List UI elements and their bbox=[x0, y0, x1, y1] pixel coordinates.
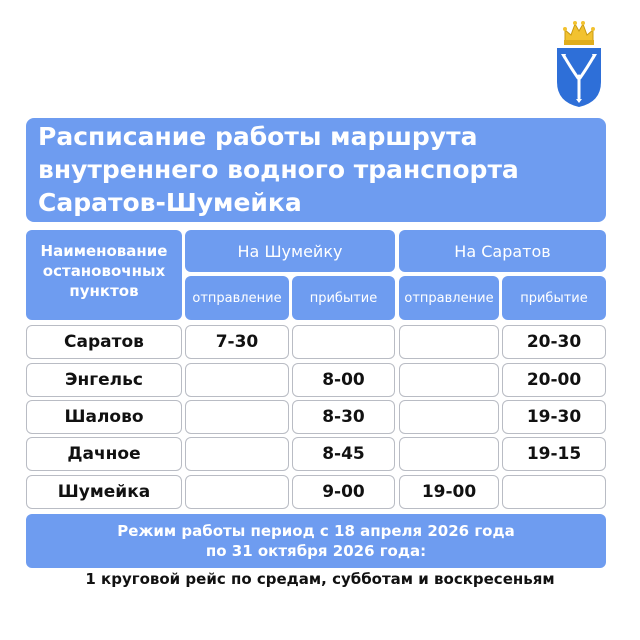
table-cell-shumeyka-departure bbox=[185, 475, 289, 509]
table-cell-shumeyka-arrival bbox=[292, 325, 395, 359]
table-cell-shumeyka-arrival: 8-45 bbox=[292, 437, 395, 471]
table-cell-saratov-arrival: 20-30 bbox=[502, 325, 606, 359]
table-row-stop-name: Шумейка bbox=[26, 475, 182, 509]
direction-header-saratov: На Саратов bbox=[399, 230, 606, 272]
title-line-2: внутреннего водного транспорта bbox=[38, 155, 519, 184]
table-cell-saratov-departure bbox=[399, 325, 499, 359]
title-line-1: Расписание работы маршрута bbox=[38, 122, 478, 151]
operating-period-banner bbox=[26, 514, 606, 568]
table-cell-saratov-arrival bbox=[502, 475, 606, 509]
stop-name-header bbox=[26, 230, 182, 320]
subheader-saratov-arrival: прибытие bbox=[502, 276, 606, 320]
subheader-saratov-departure: отправление bbox=[399, 276, 499, 320]
operating-period-line-1: Режим работы период с 18 апреля 2026 года bbox=[117, 522, 515, 540]
table-cell-saratov-departure bbox=[399, 437, 499, 471]
saratov-coat-of-arms-icon bbox=[553, 18, 605, 108]
page-title bbox=[26, 118, 606, 222]
table-cell-saratov-arrival: 19-30 bbox=[502, 400, 606, 434]
direction-header-shumeyka: На Шумейку bbox=[185, 230, 395, 272]
table-cell-saratov-arrival: 19-15 bbox=[502, 437, 606, 471]
table-cell-shumeyka-arrival: 8-00 bbox=[292, 363, 395, 397]
title-line-3: Саратов-Шумейка bbox=[38, 188, 302, 217]
table-cell-shumeyka-departure bbox=[185, 400, 289, 434]
stop-header-line-1: Наименование bbox=[40, 242, 168, 260]
table-cell-saratov-departure bbox=[399, 400, 499, 434]
table-cell-saratov-arrival: 20-00 bbox=[502, 363, 606, 397]
table-cell-shumeyka-departure: 7-30 bbox=[185, 325, 289, 359]
stop-header-line-3: пунктов bbox=[69, 282, 139, 300]
subheader-shumeyka-arrival: прибытие bbox=[292, 276, 395, 320]
table-cell-shumeyka-departure bbox=[185, 437, 289, 471]
table-cell-shumeyka-arrival: 8-30 bbox=[292, 400, 395, 434]
table-row-stop-name: Саратов bbox=[26, 325, 182, 359]
subheader-shumeyka-departure: отправление bbox=[185, 276, 289, 320]
table-cell-saratov-departure bbox=[399, 363, 499, 397]
stop-header-line-2: остановочных bbox=[42, 262, 166, 280]
table-cell-shumeyka-arrival: 9-00 bbox=[292, 475, 395, 509]
table-row-stop-name: Энгельс bbox=[26, 363, 182, 397]
trip-frequency-note: 1 круговой рейс по средам, субботам и воскресеньям bbox=[85, 570, 555, 588]
table-row-stop-name: Шалово bbox=[26, 400, 182, 434]
operating-period-line-2: по 31 октября 2026 года: bbox=[205, 542, 427, 560]
table-cell-saratov-departure: 19-00 bbox=[399, 475, 499, 509]
table-cell-shumeyka-departure bbox=[185, 363, 289, 397]
table-row-stop-name: Дачное bbox=[26, 437, 182, 471]
